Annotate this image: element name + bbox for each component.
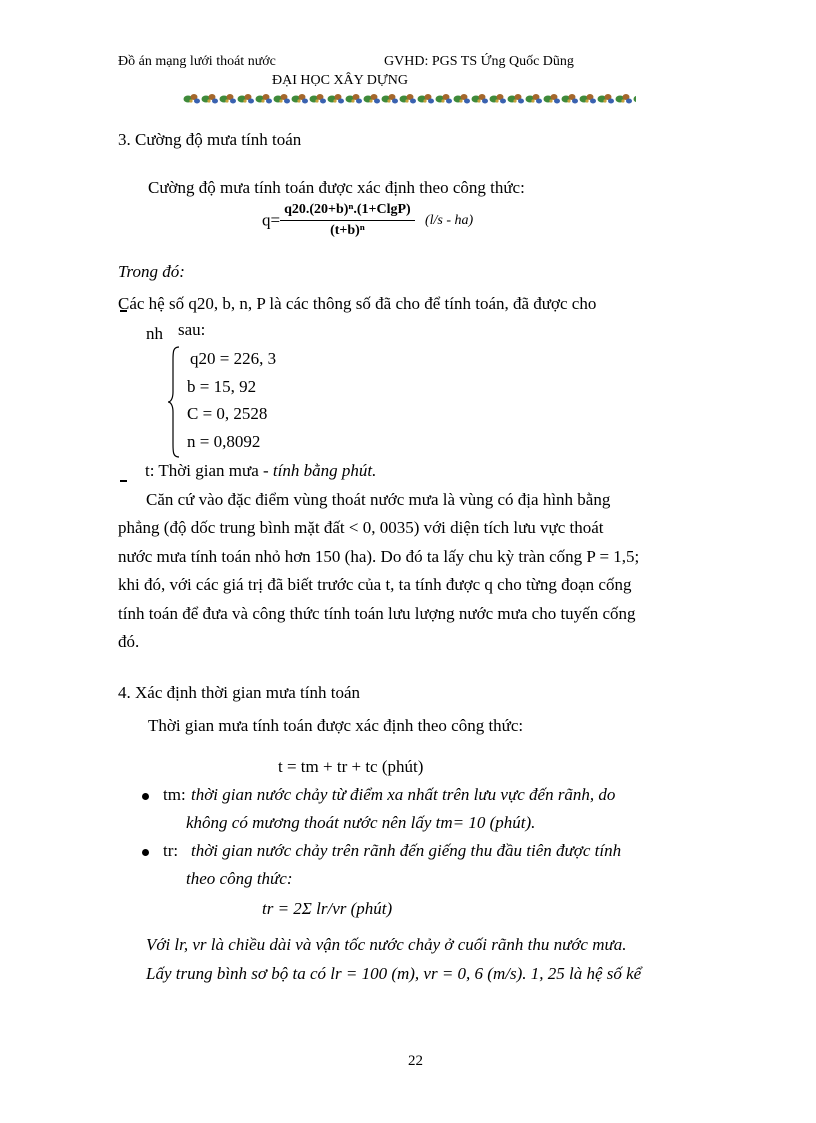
param-n: n = 0,8092: [187, 432, 261, 451]
params-intro-line: Các hệ số q20, b, n, P là các thông số đã cho để tính toán, đã được cho: [118, 294, 597, 313]
paragraph-line: đó.: [118, 632, 140, 651]
formula-denominator: (t+b)ⁿ: [330, 223, 365, 238]
bullet1-label: tm:: [163, 785, 186, 804]
section4-intro: Thời gian mưa tính toán được xác định theo công thức:: [148, 716, 524, 735]
bullet2-label: tr:: [163, 841, 179, 860]
formula-fraction: [280, 202, 415, 239]
bullet2-text: thời gian nước chảy trên rãnh đến giếng thu đầu tiên được tính: [191, 841, 622, 860]
note-line: Lấy trung bình sơ bộ ta có lr = 100 (m), vr = 0, 6 (m/s). 1, 25 là hệ số kể: [146, 964, 642, 983]
formula-numerator: q20.(20+b)ⁿ.(1+ClgP): [280, 202, 415, 221]
paragraph-line: khi đó, với các giá trị đã biết trước của t, ta tính được q cho từng đoạn cống: [118, 575, 632, 594]
header-university: ĐẠI HỌC XÂY DỰNG: [272, 73, 408, 88]
paragraph-line: tính toán để đưa và công thức tính toán lưu lượng nước mưa cho tuyến cống: [118, 604, 636, 623]
bullet2-text-cont: theo công thức:: [186, 869, 293, 888]
t-definition-italic: tính bằng phút.: [272, 461, 377, 480]
where-label: Trong đó:: [118, 262, 185, 281]
params-intro-sau: sau:: [178, 320, 206, 339]
t-definition: [145, 461, 376, 481]
bullet-marker: [142, 793, 149, 800]
decorative-border-ornament: [183, 92, 636, 106]
formula-lhs: q=: [262, 210, 281, 230]
formula-unit: (l/s - ha): [424, 212, 474, 228]
section3-intro: Cường độ mưa tính toán được xác định theo công thức:: [148, 178, 525, 197]
tr-formula: tr = 2Σ lr/vr (phút): [262, 899, 393, 918]
page-number: 22: [408, 1053, 423, 1069]
left-brace: [167, 346, 181, 458]
rain-intensity-formula: [262, 202, 473, 239]
bullet-marker: [142, 849, 149, 856]
bullet1-text-cont: không có mương thoát nước nên lấy tm= 10 (phút).: [186, 813, 536, 832]
param-q20: q20 = 226, 3: [190, 349, 277, 368]
paragraph-line: nước mưa tính toán nhỏ hơn 150 (ha). Do đó ta lấy chu kỳ tràn cống P = 1,5;: [118, 547, 640, 566]
header-supervisor: GVHD: PGS TS Ứng Quốc Dũng: [384, 54, 574, 69]
param-c: C = 0, 2528: [187, 404, 268, 423]
params-intro-nh: nh: [146, 324, 163, 343]
dash-marker: [120, 480, 127, 482]
header-doc-title: Đồ án mạng lưới thoát nước: [118, 54, 276, 69]
param-b: b = 15, 92: [187, 377, 257, 396]
note-line: Với lr, vr là chiều dài và vận tốc nước chảy ở cuối rãnh thu nước mưa.: [146, 935, 627, 954]
t-definition-text: t: Thời gian mưa -: [145, 461, 269, 480]
paragraph-line: phẳng (độ dốc trung bình mặt đất < 0, 0035) với diện tích lưu vực thoát: [118, 518, 604, 537]
bullet1-text: thời gian nước chảy từ điểm xa nhất trên lưu vực đến rãnh, do: [191, 785, 616, 804]
time-formula: t = tm + tr + tc (phút): [278, 757, 424, 776]
section4-title: 4. Xác định thời gian mưa tính toán: [118, 683, 360, 702]
section3-title: 3. Cường độ mưa tính toán: [118, 130, 302, 149]
paragraph-line: Căn cứ vào đặc điểm vùng thoát nước mưa là vùng có địa hình bằng: [146, 490, 611, 509]
